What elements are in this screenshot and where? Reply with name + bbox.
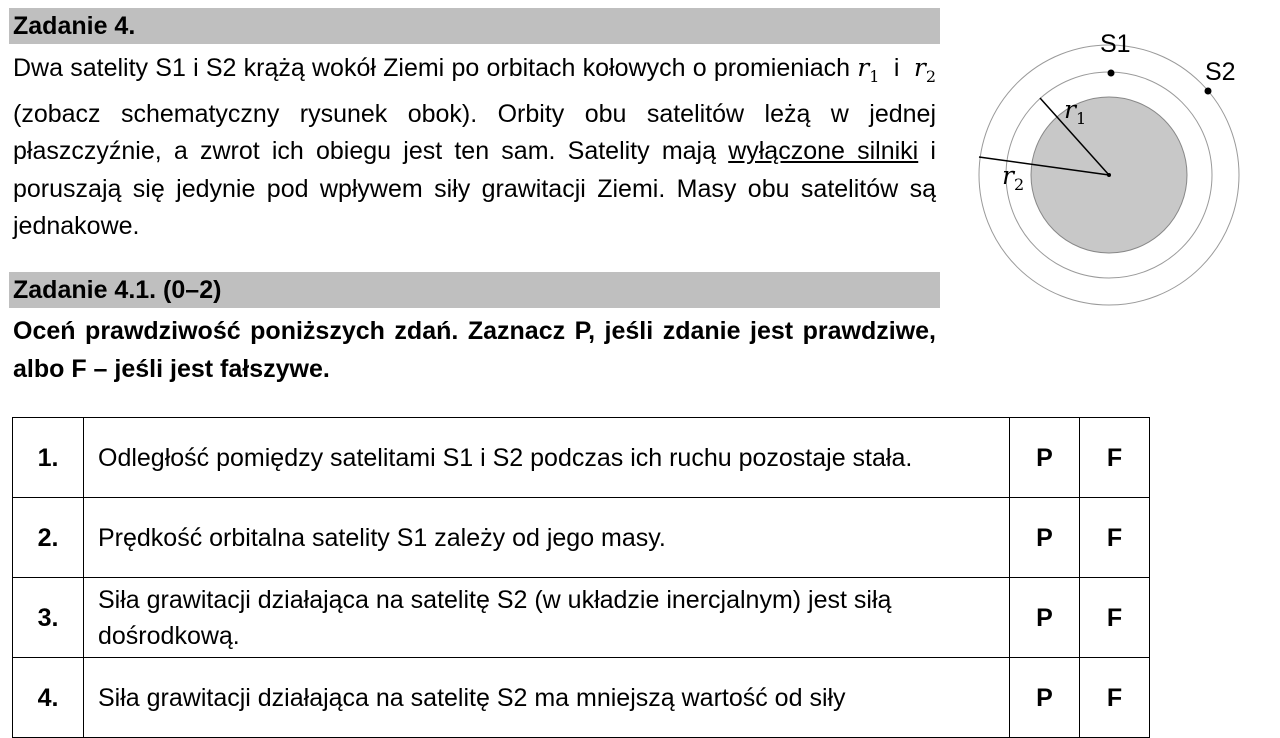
label-s2: S2 [1205, 58, 1236, 86]
intro-text-2: (zobacz schematyczny rysunek obok). Orbity obu satelitów leżą w jednej płaszczyźnie, a zwrot ich obiegu jest ten sam. Satelity mają [13, 99, 936, 165]
table-row [13, 658, 1150, 738]
label-r2: $r_2$ [1002, 161, 1025, 194]
statement-text: Odległość pomiędzy satelitami S1 i S2 podczas ich ruchu pozostaje stała. [84, 418, 1010, 498]
satellite-s2 [1205, 88, 1212, 95]
r1-symbol: $r_1$ [857, 53, 880, 86]
satellite-s1 [1108, 70, 1115, 77]
statement-text: Siła grawitacji działająca na satelitę S2 ma mniejszą wartość od siły [84, 658, 1010, 738]
false-option-cell[interactable] [1080, 498, 1150, 578]
true-option[interactable]: P [1036, 683, 1053, 712]
intro-text-1: Dwa satelity S1 i S2 krążą wokół Ziemi po orbitach kołowych o promieniach [13, 54, 851, 82]
subtask-header [9, 272, 940, 308]
center-dot [1107, 173, 1111, 177]
true-option-cell[interactable] [1010, 498, 1080, 578]
true-option-cell[interactable] [1010, 418, 1080, 498]
table-row [13, 418, 1150, 498]
true-option[interactable]: P [1036, 443, 1053, 472]
statements-table [12, 417, 1150, 738]
statement-text: Prędkość orbitalna satelity S1 zależy od jego masy. [84, 498, 1010, 578]
orbit-svg [970, 25, 1250, 310]
label-r1: $r_1$ [1064, 95, 1087, 128]
table-row [13, 578, 1150, 658]
statement-number: 4. [13, 658, 84, 738]
false-option[interactable]: F [1106, 683, 1123, 712]
true-option[interactable]: P [1036, 603, 1053, 632]
intro-text-3: i poruszają się jedynie pod wpływem siły grawitacji Ziemi. Masy obu satelitów są jednakowe. [13, 137, 936, 240]
true-option[interactable]: P [1036, 523, 1053, 552]
label-s1: S1 [1100, 30, 1131, 58]
subtask-instruction: Oceń prawdziwość poniższych zdań. Zaznacz P, jeśli zdanie jest prawdziwe, albo F – jeśli jest fałszywe. [13, 317, 936, 383]
table-row [13, 498, 1150, 578]
subtask-title: Zadanie 4.1. (0–2) [13, 276, 222, 304]
false-option[interactable]: F [1106, 603, 1123, 632]
task-title: Zadanie 4. [13, 12, 136, 40]
true-option-cell[interactable] [1010, 658, 1080, 738]
false-option-cell[interactable] [1080, 418, 1150, 498]
statement-number: 1. [13, 418, 84, 498]
statement-text: Siła grawitacji działająca na satelitę S2 (w układzie inercjalnym) jest siłą dośrodkową. [84, 578, 1010, 658]
r2-symbol: $r_2$ [913, 53, 936, 86]
false-option-cell[interactable] [1080, 658, 1150, 738]
intro-and: i [893, 54, 900, 82]
false-option-cell[interactable] [1080, 578, 1150, 658]
false-option[interactable]: F [1106, 523, 1123, 552]
statement-number: 2. [13, 498, 84, 578]
false-option[interactable]: F [1106, 443, 1123, 472]
task-header [9, 8, 940, 44]
task-intro [13, 49, 936, 246]
statement-number: 3. [13, 578, 84, 658]
orbit-diagram [970, 25, 1250, 315]
true-option-cell[interactable] [1010, 578, 1080, 658]
intro-underlined: wyłączone silniki [728, 137, 919, 165]
